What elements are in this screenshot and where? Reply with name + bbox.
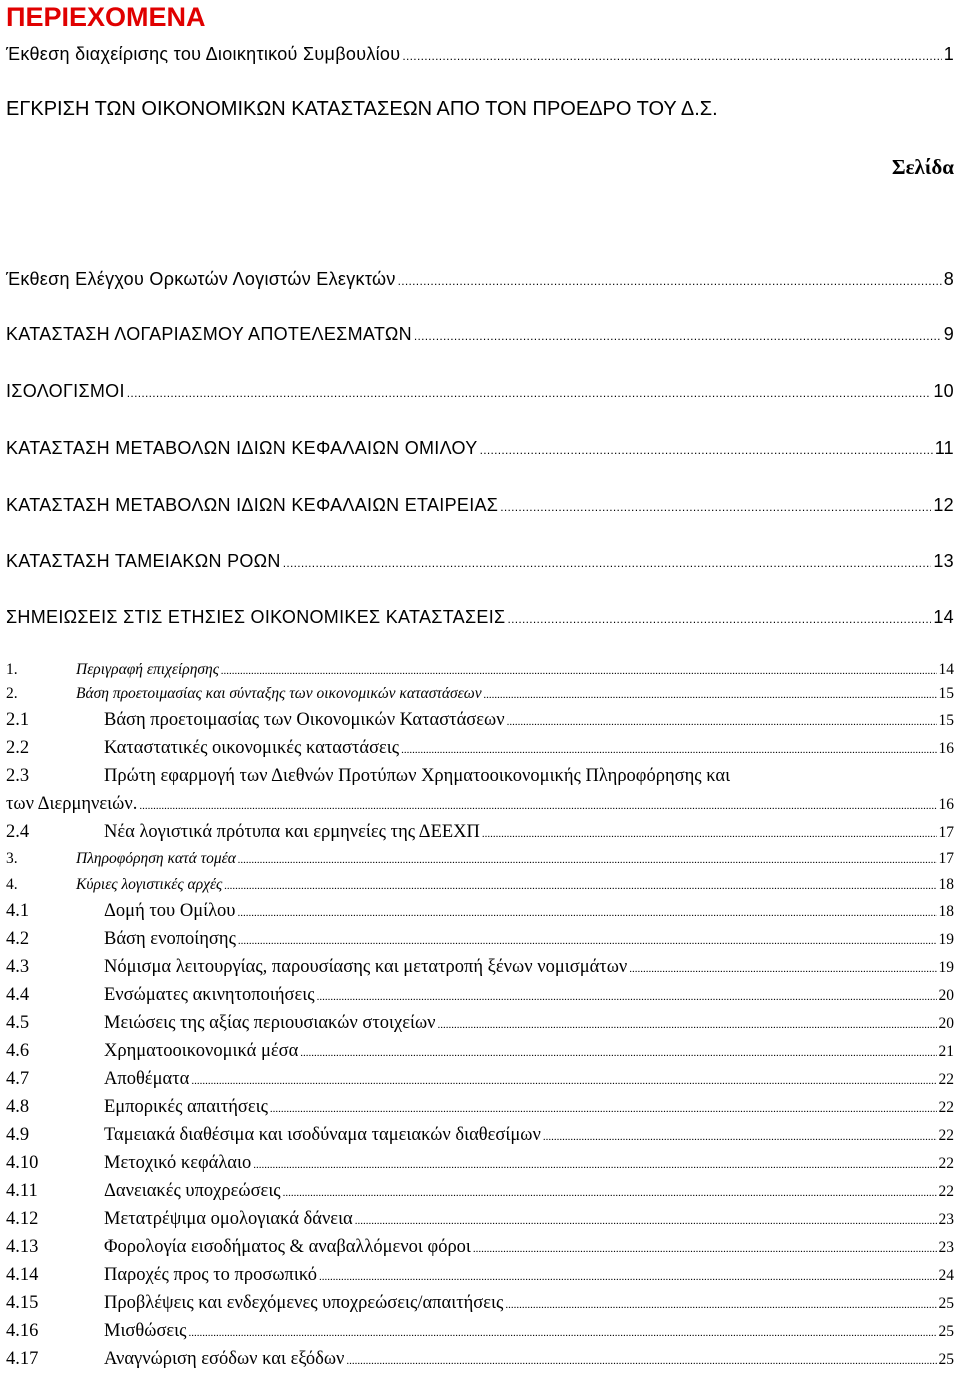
dot-leader	[500, 494, 931, 518]
toc-note-entry[interactable]	[6, 1096, 954, 1120]
toc-note-entry-continuation[interactable]	[6, 793, 954, 817]
toc-note-page: 22	[938, 1071, 954, 1088]
toc-entry-page: 13	[933, 551, 954, 571]
toc-note-entry[interactable]	[6, 984, 954, 1008]
toc-entry[interactable]	[6, 268, 954, 292]
toc-note-number: 4.3	[6, 957, 30, 977]
toc-note-number: 4.12	[6, 1209, 39, 1229]
toc-note-page: 15	[938, 685, 954, 702]
dot-leader	[237, 900, 936, 924]
toc-note-entry[interactable]	[6, 1180, 954, 1204]
toc-note-page: 25	[938, 1295, 954, 1312]
toc-note-text: Πληροφόρηση κατά τομέα	[76, 850, 236, 867]
toc-entry-text: Έκθεση διαχείρισης του Διοικητικού Συμβουλίου	[6, 44, 401, 64]
toc-note-number: 1.	[6, 661, 18, 678]
toc-entry-page: 8	[943, 269, 954, 289]
approval-heading: ΕΓΚΡΙΣΗ ΤΩΝ ΟΙΚΟΝΟΜΙΚΩΝ ΚΑΤΑΣΤΑΣΕΩΝ ΑΠΟ ΤΟΝ ΠΡΟΕΔΡΟ ΤΟΥ Δ.Σ.	[6, 98, 718, 120]
toc-note-page: 20	[938, 1015, 954, 1032]
dot-leader	[127, 380, 932, 404]
toc-note-entry[interactable]	[6, 1124, 954, 1148]
toc-note-entry[interactable]	[6, 1152, 954, 1176]
dot-leader	[300, 1040, 936, 1064]
dot-leader	[484, 684, 937, 705]
toc-note-number: 4.6	[6, 1041, 30, 1061]
toc-note-entry[interactable]	[6, 684, 954, 705]
toc-note-entry[interactable]	[6, 1040, 954, 1064]
dot-leader	[482, 821, 937, 845]
dot-leader	[398, 268, 942, 292]
toc-note-page: 17	[938, 850, 954, 867]
toc-note-entry[interactable]	[6, 849, 954, 870]
toc-note-text: Ενσώματες ακινητοποιήσεις	[104, 985, 315, 1005]
toc-note-page: 17	[938, 824, 954, 841]
toc-entry[interactable]	[6, 550, 954, 574]
toc-entry-page: 9	[943, 324, 954, 344]
toc-note-page: 16	[938, 740, 954, 757]
toc-note-entry[interactable]	[6, 1264, 954, 1288]
toc-note-entry[interactable]	[6, 875, 954, 896]
toc-note-page: 25	[938, 1323, 954, 1340]
toc-note-number: 2.2	[6, 738, 30, 758]
toc-entry[interactable]	[6, 323, 954, 347]
toc-note-number: 4.4	[6, 985, 30, 1005]
toc-note-text: Βάση προετοιμασίας των Οικονομικών Καταστάσεων	[104, 710, 505, 730]
toc-note-number: 4.10	[6, 1153, 39, 1173]
dot-leader	[139, 793, 936, 817]
dot-leader	[473, 1236, 937, 1260]
toc-note-entry-wrapped[interactable]	[6, 765, 730, 787]
toc-note-page: 16	[938, 796, 954, 813]
toc-note-number: 4.17	[6, 1349, 39, 1369]
toc-note-number: 4.5	[6, 1013, 30, 1033]
toc-note-text: Καταστατικές οικονομικές καταστάσεις	[104, 738, 400, 758]
toc-note-number: 3.	[6, 850, 18, 867]
toc-note-number: 4.14	[6, 1265, 39, 1285]
toc-note-number: 4.16	[6, 1321, 39, 1341]
toc-note-page: 19	[938, 931, 954, 948]
toc-note-text: Αναγνώριση εσόδων και εξόδων	[104, 1349, 345, 1369]
toc-note-text: Χρηματοοικονομικά μέσα	[104, 1041, 299, 1061]
toc-entry-text: Έκθεση Ελέγχου Ορκωτών Λογιστών Ελεγκτών	[6, 269, 396, 289]
toc-note-text: Κύριες λογιστικές αρχές	[76, 876, 223, 893]
dot-leader	[270, 1096, 937, 1120]
toc-note-entry[interactable]	[6, 1208, 954, 1232]
toc-entry-text: ΚΑΤΑΣΤΑΣΗ ΜΕΤΑΒΟΛΩΝ ΙΔΙΩΝ ΚΕΦΑΛΑΙΩΝ ΕΤΑΙΡΕΙΑΣ	[6, 495, 499, 515]
toc-note-entry[interactable]	[6, 1236, 954, 1260]
toc-note-number: 2.3	[6, 766, 30, 786]
toc-note-text: Παροχές προς το προσωπικό	[104, 1265, 318, 1285]
dot-leader	[253, 1152, 936, 1176]
toc-note-text: Εμπορικές απαιτήσεις	[104, 1097, 268, 1117]
toc-note-text: Φορολογία εισοδήματος & αναβαλλόμενοι φόροι	[104, 1237, 471, 1257]
toc-note-number: 4.8	[6, 1097, 30, 1117]
toc-entry-text: ΙΣΟΛΟΓΙΣΜΟΙ	[6, 381, 125, 401]
toc-note-text: Βάση προετοιμασίας και σύνταξης των οικονομικών καταστάσεων	[76, 685, 482, 702]
toc-note-entry[interactable]	[6, 1068, 954, 1092]
dot-leader	[505, 1292, 936, 1316]
toc-note-entry[interactable]	[6, 660, 954, 681]
toc-entry-text: ΚΑΤΑΣΤΑΣΗ ΛΟΓΑΡΙΑΣΜΟΥ ΑΠΟΤΕΛΕΣΜΑΤΩΝ	[6, 324, 412, 344]
toc-entry-page: 10	[933, 381, 954, 401]
page-title: ΠΕΡΙΕΧΟΜΕΝΑ	[6, 2, 206, 32]
toc-note-number: 4.	[6, 876, 18, 893]
toc-note-text: Μετατρέψιμα ομολογιακά δάνεια	[104, 1209, 353, 1229]
dot-leader	[238, 928, 937, 952]
toc-note-text: Νέα λογιστικά πρότυπα και ερμηνείες της ΔΕΕΧΠ	[104, 822, 480, 842]
dot-leader	[224, 875, 936, 896]
dot-leader	[629, 956, 936, 980]
dot-leader	[191, 1068, 936, 1092]
toc-note-entry[interactable]	[6, 821, 954, 845]
toc-note-page: 25	[938, 1351, 954, 1368]
toc-note-number: 2.4	[6, 822, 30, 842]
dot-leader	[414, 323, 942, 347]
dot-leader	[402, 43, 941, 67]
toc-note-page: 14	[938, 661, 954, 678]
toc-note-page: 18	[938, 903, 954, 920]
dot-leader	[355, 1208, 937, 1232]
toc-note-page: 23	[938, 1211, 954, 1228]
toc-note-text: Βάση ενοποίησης	[104, 929, 236, 949]
toc-note-text: Δανειακές υποχρεώσεις	[104, 1181, 281, 1201]
toc-note-number: 4.2	[6, 929, 30, 949]
toc-note-text: Ταμειακά διαθέσιμα και ισοδύναμα ταμειακών διαθεσίμων	[104, 1125, 541, 1145]
toc-note-text: Αποθέματα	[104, 1069, 190, 1089]
toc-note-entry[interactable]	[6, 1292, 954, 1316]
toc-note-page: 19	[938, 959, 954, 976]
toc-note-page: 15	[938, 712, 954, 729]
toc-note-entry[interactable]	[6, 928, 954, 952]
dot-leader	[346, 1348, 936, 1372]
toc-entry-page: 12	[933, 495, 954, 515]
toc-note-entry[interactable]	[6, 1012, 954, 1036]
dot-leader	[238, 849, 937, 870]
dot-leader	[283, 550, 932, 574]
toc-note-number: 4.9	[6, 1125, 30, 1145]
toc-entry-page: 1	[943, 44, 954, 64]
dot-leader	[188, 1320, 936, 1344]
toc-note-entry[interactable]	[6, 956, 954, 980]
toc-note-page: 23	[938, 1239, 954, 1256]
toc-note-page: 22	[938, 1127, 954, 1144]
toc-note-page: 22	[938, 1155, 954, 1172]
toc-note-text: Πρώτη εφαρμογή των Διεθνών Προτύπων Χρηματοοικονομικής Πληροφόρησης και	[104, 766, 731, 786]
dot-leader	[317, 984, 937, 1008]
toc-entry[interactable]	[6, 606, 954, 630]
toc-note-entry[interactable]	[6, 900, 954, 924]
toc-note-entry[interactable]	[6, 737, 954, 761]
toc-note-page: 22	[938, 1183, 954, 1200]
toc-note-number: 4.15	[6, 1293, 39, 1313]
toc-note-text-continued: των Διερμηνειών.	[6, 794, 138, 814]
toc-note-number: 4.11	[6, 1181, 38, 1201]
toc-note-entry[interactable]	[6, 1348, 954, 1372]
toc-entry[interactable]	[6, 43, 954, 67]
toc-note-text: Δομή του Ομίλου	[104, 901, 236, 921]
toc-note-page: 18	[938, 876, 954, 893]
dot-leader	[543, 1124, 937, 1148]
dot-leader	[221, 660, 936, 681]
toc-note-text: Νόμισμα λειτουργίας, παρουσίασης και μετατροπή ξένων νομισμάτων	[104, 957, 628, 977]
toc-note-text: Περιγραφή επιχείρησης	[76, 661, 220, 678]
toc-entry-text: ΣΗΜΕΙΩΣΕΙΣ ΣΤΙΣ ΕΤΗΣΙΕΣ ΟΙΚΟΝΟΜΙΚΕΣ ΚΑΤΑΣΤΑΣΕΙΣ	[6, 607, 506, 627]
toc-note-page: 24	[938, 1267, 954, 1284]
toc-note-entry[interactable]	[6, 1320, 954, 1344]
dot-leader	[319, 1264, 936, 1288]
toc-note-number: 2.	[6, 685, 18, 702]
dot-leader	[438, 1012, 937, 1036]
toc-note-page: 22	[938, 1099, 954, 1116]
toc-note-page: 20	[938, 987, 954, 1004]
toc-note-entry[interactable]	[6, 709, 954, 733]
toc-entry[interactable]	[6, 380, 954, 404]
toc-note-number: 4.13	[6, 1237, 39, 1257]
dot-leader	[480, 437, 933, 461]
dot-leader	[283, 1180, 937, 1204]
toc-entry[interactable]	[6, 494, 954, 518]
toc-note-text: Μετοχικό κεφάλαιο	[104, 1153, 252, 1173]
page-column-label: Σελίδα	[891, 155, 954, 179]
toc-note-page: 21	[938, 1043, 954, 1060]
toc-note-number: 4.7	[6, 1069, 30, 1089]
toc-note-number: 4.1	[6, 901, 30, 921]
toc-note-text: Μειώσεις της αξίας περιουσιακών στοιχείων	[104, 1013, 436, 1033]
toc-entry-page: 11	[934, 438, 954, 458]
dot-leader	[401, 737, 936, 761]
toc-note-number: 2.1	[6, 710, 30, 730]
toc-note-text: Προβλέψεις και ενδεχόμενες υποχρεώσεις/απαιτήσεις	[104, 1293, 504, 1313]
toc-entry-text: ΚΑΤΑΣΤΑΣΗ ΤΑΜΕΙΑΚΩΝ ΡΟΩΝ	[6, 551, 281, 571]
toc-entry-page: 14	[933, 607, 954, 627]
dot-leader	[507, 709, 937, 733]
toc-note-text: Μισθώσεις	[104, 1321, 187, 1341]
dot-leader	[507, 606, 931, 630]
toc-entry[interactable]	[6, 437, 954, 461]
toc-entry-text: ΚΑΤΑΣΤΑΣΗ ΜΕΤΑΒΟΛΩΝ ΙΔΙΩΝ ΚΕΦΑΛΑΙΩΝ ΟΜΙΛΟΥ	[6, 438, 478, 458]
